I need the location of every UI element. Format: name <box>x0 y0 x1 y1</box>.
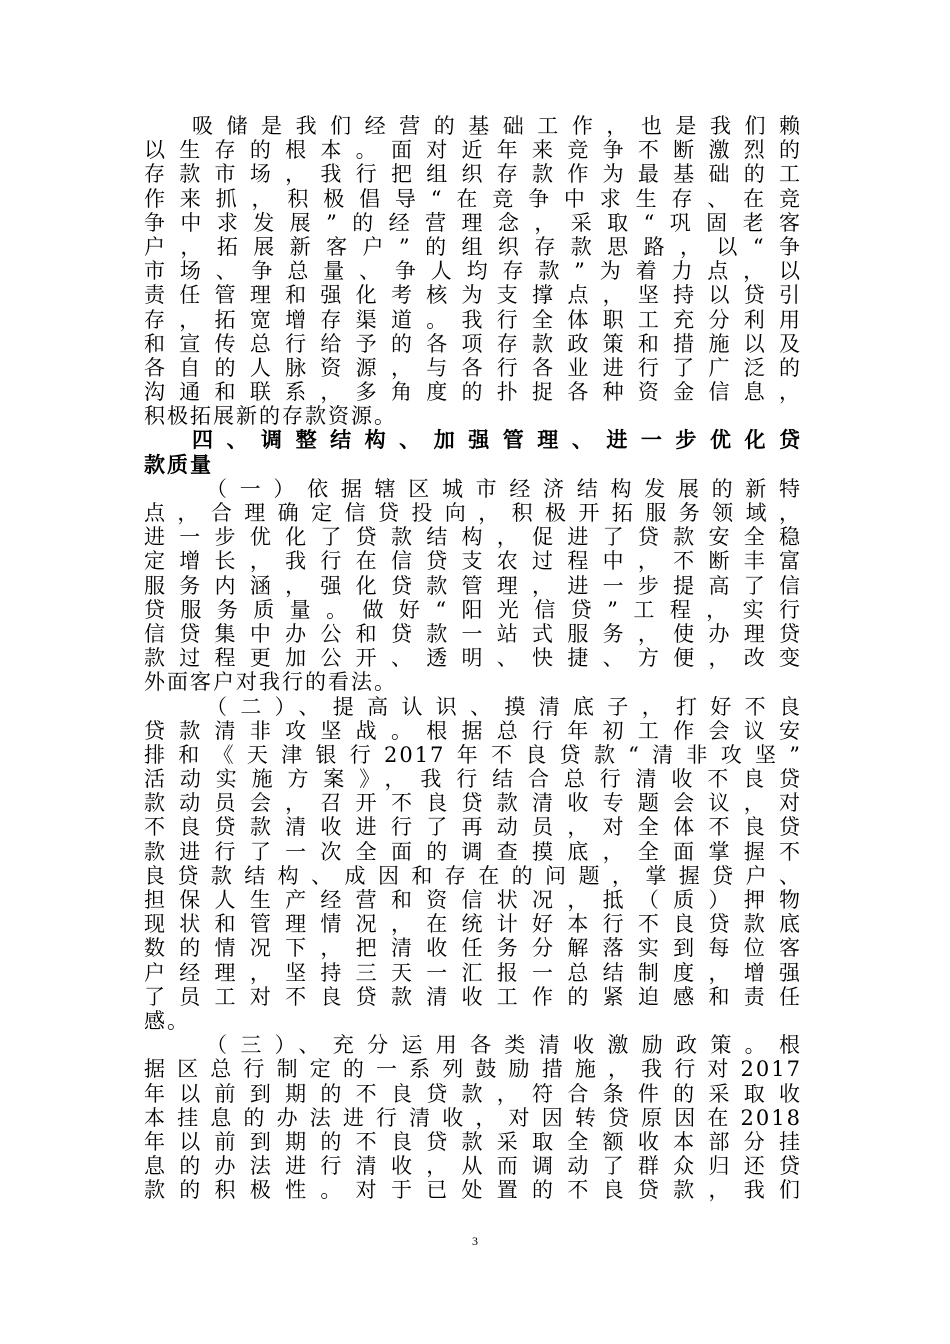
paragraph-line: 责任管理和强化考核为支撑点，坚持以贷引 <box>144 283 802 308</box>
paragraph-line: 款进行了一次全面的调查摸底，全面掌握不 <box>144 839 802 864</box>
paragraph-line: 积极拓展新的存款资源。 <box>144 404 397 429</box>
paragraph-line: 作来抓，积极倡导“在竞争中求生存、在竞 <box>144 186 802 211</box>
paragraph-line: 据区总行制定的一系列鼓励措施，我行对2017 <box>144 1057 802 1082</box>
paragraph-line: 外面客户对我行的看法。 <box>144 670 397 695</box>
paragraph-line: 点，合理确定信贷投向，积极开拓服务领域， <box>144 501 802 525</box>
paragraph-line: 市场、争总量、争人均存款”为着力点，以 <box>144 259 802 284</box>
paragraph-line: 户经理，坚持三天一汇报一总结制度，增强 <box>144 960 802 985</box>
paragraph-line: 争中求发展”的经营理念，采取“巩固老客 <box>144 210 802 235</box>
paragraph-line: 年以前到期的不良贷款采取全额收本部分挂 <box>144 1129 802 1154</box>
paragraph-line: 存款市场，我行把组织存款作为最基础的工 <box>144 162 802 187</box>
paragraph-line: 定增长，我行在信贷支农过程中，不断丰富 <box>144 549 802 574</box>
paragraph-line: 款过程更加公开、透明、快捷、方便，改变 <box>144 646 802 671</box>
page-number: 3 <box>472 1234 478 1248</box>
paragraph-line: 款的积极性。对于已处置的不良贷款，我们 <box>144 1178 802 1203</box>
document-body <box>144 114 802 1202</box>
paragraph-line: 担保人生产经营和资信状况，抵（质）押物 <box>144 888 802 912</box>
paragraph-line: 服务内涵，强化贷款管理，进一步提高了信 <box>144 573 802 598</box>
section-heading: 款质量 <box>144 451 213 477</box>
paragraph-line: 存，拓宽增存渠道。我行全体职工充分利用 <box>144 307 802 332</box>
paragraph-line: （一）依据辖区城市经济结构发展的新特 <box>206 476 802 501</box>
paragraph-line: 年以前到期的不良贷款，符合条件的采取收 <box>144 1081 802 1106</box>
paragraph-line: 现状和管理情况，在统计好本行不良贷款底 <box>144 912 802 937</box>
paragraph-line: （二）、提高认识、摸清底子，打好不良 <box>206 694 802 719</box>
paragraph-line: 本挂息的办法进行清收，对因转贷原因在2018 <box>144 1105 802 1130</box>
paragraph-line: （三）、充分运用各类清收激励政策。根 <box>206 1033 802 1058</box>
section-heading: 四、调整结构、加强管理、进一步优化贷 <box>192 427 802 453</box>
paragraph-line: 了员工对不良贷款清收工作的紧迫感和责任 <box>144 984 802 1009</box>
paragraph-line: 息的办法进行清收，从而调动了群众归还贷 <box>144 1154 802 1179</box>
paragraph-line: 吸储是我们经营的基础工作，也是我们赖 <box>192 114 802 138</box>
paragraph-line: 活动实施方案》，我行结合总行清收不良贷 <box>144 767 802 792</box>
paragraph-line: 款动员会，召开不良贷款清收专题会议，对 <box>144 791 802 816</box>
paragraph-line: 排和《天津银行2017年不良贷款“清非攻坚” <box>144 742 802 767</box>
paragraph-line: 良贷款结构、成因和存在的问题，掌握贷户、 <box>144 863 802 888</box>
paragraph-line: 数的情况下，把清收任务分解落实到每位客 <box>144 936 802 961</box>
paragraph-line: 贷款清非攻坚战。根据总行年初工作会议安 <box>144 718 802 743</box>
paragraph-line: 信贷集中办公和贷款一站式服务，使办理贷 <box>144 621 802 646</box>
paragraph-line: 和宣传总行给予的各项存款政策和措施以及 <box>144 331 802 356</box>
paragraph-line: 户，拓展新客户”的组织存款思路，以“争 <box>144 234 802 259</box>
paragraph-line: 贷服务质量。做好“阳光信贷”工程，实行 <box>144 597 802 622</box>
paragraph-line: 不良贷款清收进行了再动员，对全体不良贷 <box>144 815 802 840</box>
paragraph-line: 进一步优化了贷款结构，促进了贷款安全稳 <box>144 525 802 550</box>
paragraph-line: 各自的人脉资源，与各行各业进行了广泛的 <box>144 355 802 380</box>
paragraph-line: 沟通和联系，多角度的扑捉各种资金信息， <box>144 380 802 405</box>
paragraph-line: 以生存的根本。面对近年来竞争不断激烈的 <box>144 138 802 163</box>
paragraph-line: 感。 <box>144 1008 190 1033</box>
